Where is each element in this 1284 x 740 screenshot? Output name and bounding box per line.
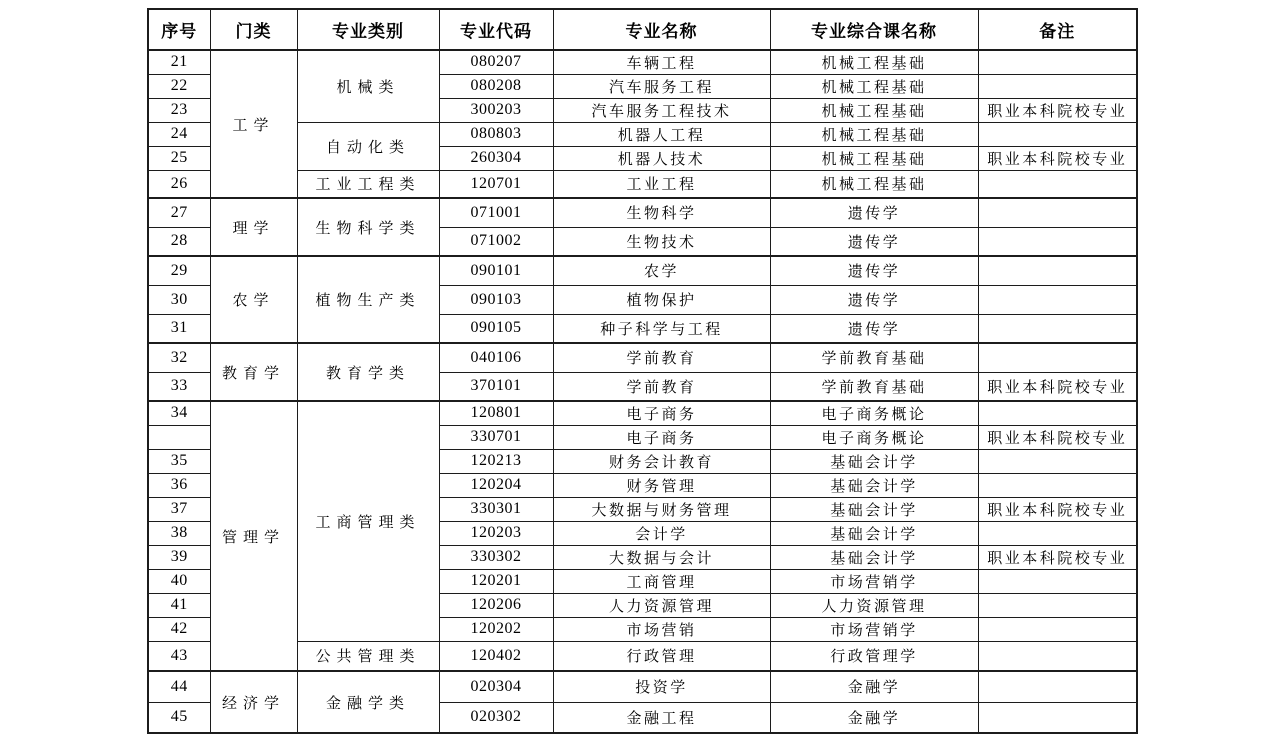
class-cell: 公共管理类 [297,641,439,671]
code-cell: 370101 [439,372,553,401]
seq-cell: 45 [148,702,210,733]
course-cell: 遗传学 [770,314,978,343]
seq-cell: 31 [148,314,210,343]
code-cell: 090101 [439,256,553,285]
seq-cell: 27 [148,198,210,227]
seq-cell [148,425,210,449]
code-cell: 080208 [439,74,553,98]
course-cell: 基础会计学 [770,449,978,473]
course-cell: 市场营销学 [770,617,978,641]
column-header-name: 专业名称 [553,9,770,50]
seq-cell: 39 [148,545,210,569]
code-cell: 080803 [439,122,553,146]
remark-cell: 职业本科院校专业 [978,146,1137,170]
name-cell: 学前教育 [553,343,770,372]
class-cell: 机械类 [297,50,439,122]
seq-cell: 33 [148,372,210,401]
name-cell: 财务会计教育 [553,449,770,473]
name-cell: 人力资源管理 [553,593,770,617]
seq-cell: 36 [148,473,210,497]
column-header-class: 专业类别 [297,9,439,50]
name-cell: 车辆工程 [553,50,770,74]
category-cell: 工学 [210,50,297,198]
table-row [148,641,1137,671]
table-row [148,401,1137,425]
name-cell: 投资学 [553,671,770,702]
table-row [148,198,1137,227]
majors-table [147,8,1138,734]
class-cell: 教育学类 [297,343,439,401]
column-header-category: 门类 [210,9,297,50]
name-cell: 电子商务 [553,401,770,425]
course-cell: 人力资源管理 [770,593,978,617]
category-cell: 教育学 [210,343,297,401]
seq-cell: 29 [148,256,210,285]
remark-cell [978,401,1137,425]
seq-cell: 43 [148,641,210,671]
course-cell: 电子商务概论 [770,425,978,449]
seq-cell: 34 [148,401,210,425]
code-cell: 040106 [439,343,553,372]
course-cell: 金融学 [770,702,978,733]
table-header [148,9,1137,50]
course-cell: 金融学 [770,671,978,702]
seq-cell: 25 [148,146,210,170]
code-cell: 330301 [439,497,553,521]
code-cell: 071001 [439,198,553,227]
course-cell: 基础会计学 [770,497,978,521]
column-header-code: 专业代码 [439,9,553,50]
remark-cell: 职业本科院校专业 [978,372,1137,401]
class-cell: 植物生产类 [297,256,439,343]
seq-cell: 38 [148,521,210,545]
remark-cell [978,569,1137,593]
seq-cell: 40 [148,569,210,593]
remark-cell [978,256,1137,285]
course-cell: 基础会计学 [770,545,978,569]
name-cell: 工商管理 [553,569,770,593]
remark-cell [978,521,1137,545]
remark-cell [978,449,1137,473]
course-cell: 遗传学 [770,256,978,285]
remark-cell [978,198,1137,227]
name-cell: 市场营销 [553,617,770,641]
code-cell: 330302 [439,545,553,569]
course-cell: 行政管理学 [770,641,978,671]
code-cell: 120202 [439,617,553,641]
code-cell: 090105 [439,314,553,343]
code-cell: 120204 [439,473,553,497]
code-cell: 260304 [439,146,553,170]
remark-cell [978,641,1137,671]
remark-cell [978,50,1137,74]
name-cell: 学前教育 [553,372,770,401]
seq-cell: 30 [148,285,210,314]
name-cell: 机器人技术 [553,146,770,170]
course-cell: 市场营销学 [770,569,978,593]
remark-cell [978,702,1137,733]
name-cell: 大数据与会计 [553,545,770,569]
remark-cell [978,617,1137,641]
course-cell: 电子商务概论 [770,401,978,425]
table-row [148,671,1137,702]
code-cell: 120203 [439,521,553,545]
course-cell: 基础会计学 [770,473,978,497]
seq-cell: 24 [148,122,210,146]
column-header-seq: 序号 [148,9,210,50]
table-row [148,50,1137,74]
name-cell: 汽车服务工程技术 [553,98,770,122]
remark-cell [978,343,1137,372]
seq-cell: 42 [148,617,210,641]
remark-cell [978,285,1137,314]
name-cell: 工业工程 [553,170,770,198]
course-cell: 机械工程基础 [770,74,978,98]
name-cell: 农学 [553,256,770,285]
name-cell: 汽车服务工程 [553,74,770,98]
course-cell: 遗传学 [770,198,978,227]
remark-cell: 职业本科院校专业 [978,98,1137,122]
course-cell: 机械工程基础 [770,98,978,122]
course-cell: 遗传学 [770,227,978,256]
remark-cell [978,593,1137,617]
name-cell: 植物保护 [553,285,770,314]
remark-cell [978,473,1137,497]
course-cell: 机械工程基础 [770,146,978,170]
code-cell: 300203 [439,98,553,122]
remark-cell [978,227,1137,256]
table-row [148,343,1137,372]
code-cell: 120201 [439,569,553,593]
remark-cell: 职业本科院校专业 [978,545,1137,569]
remark-cell [978,671,1137,702]
category-cell: 理学 [210,198,297,256]
category-cell: 管理学 [210,401,297,671]
remark-cell [978,170,1137,198]
remark-cell: 职业本科院校专业 [978,425,1137,449]
code-cell: 090103 [439,285,553,314]
seq-cell: 44 [148,671,210,702]
table-row [148,122,1137,146]
class-cell: 金融学类 [297,671,439,733]
class-cell: 自动化类 [297,122,439,170]
code-cell: 020302 [439,702,553,733]
seq-cell: 21 [148,50,210,74]
code-cell: 020304 [439,671,553,702]
seq-cell: 37 [148,497,210,521]
seq-cell: 32 [148,343,210,372]
remark-cell [978,314,1137,343]
code-cell: 071002 [439,227,553,256]
name-cell: 种子科学与工程 [553,314,770,343]
class-cell: 工商管理类 [297,401,439,641]
remark-cell: 职业本科院校专业 [978,497,1137,521]
course-cell: 机械工程基础 [770,50,978,74]
name-cell: 电子商务 [553,425,770,449]
remark-cell [978,122,1137,146]
name-cell: 生物科学 [553,198,770,227]
name-cell: 行政管理 [553,641,770,671]
course-cell: 遗传学 [770,285,978,314]
name-cell: 会计学 [553,521,770,545]
table-row [148,170,1137,198]
seq-cell: 35 [148,449,210,473]
code-cell: 120801 [439,401,553,425]
seq-cell: 28 [148,227,210,256]
category-cell: 经济学 [210,671,297,733]
column-header-remark: 备注 [978,9,1137,50]
column-header-course: 专业综合课名称 [770,9,978,50]
header-row [148,9,1137,50]
code-cell: 120206 [439,593,553,617]
code-cell: 330701 [439,425,553,449]
table-row [148,256,1137,285]
seq-cell: 22 [148,74,210,98]
code-cell: 120213 [439,449,553,473]
seq-cell: 41 [148,593,210,617]
code-cell: 120402 [439,641,553,671]
seq-cell: 23 [148,98,210,122]
course-cell: 机械工程基础 [770,170,978,198]
class-cell: 工业工程类 [297,170,439,198]
course-cell: 基础会计学 [770,521,978,545]
course-cell: 学前教育基础 [770,372,978,401]
name-cell: 金融工程 [553,702,770,733]
code-cell: 120701 [439,170,553,198]
name-cell: 机器人工程 [553,122,770,146]
name-cell: 生物技术 [553,227,770,256]
table-body [148,50,1137,733]
name-cell: 大数据与财务管理 [553,497,770,521]
category-cell: 农学 [210,256,297,343]
course-cell: 机械工程基础 [770,122,978,146]
class-cell: 生物科学类 [297,198,439,256]
name-cell: 财务管理 [553,473,770,497]
seq-cell: 26 [148,170,210,198]
remark-cell [978,74,1137,98]
code-cell: 080207 [439,50,553,74]
course-cell: 学前教育基础 [770,343,978,372]
